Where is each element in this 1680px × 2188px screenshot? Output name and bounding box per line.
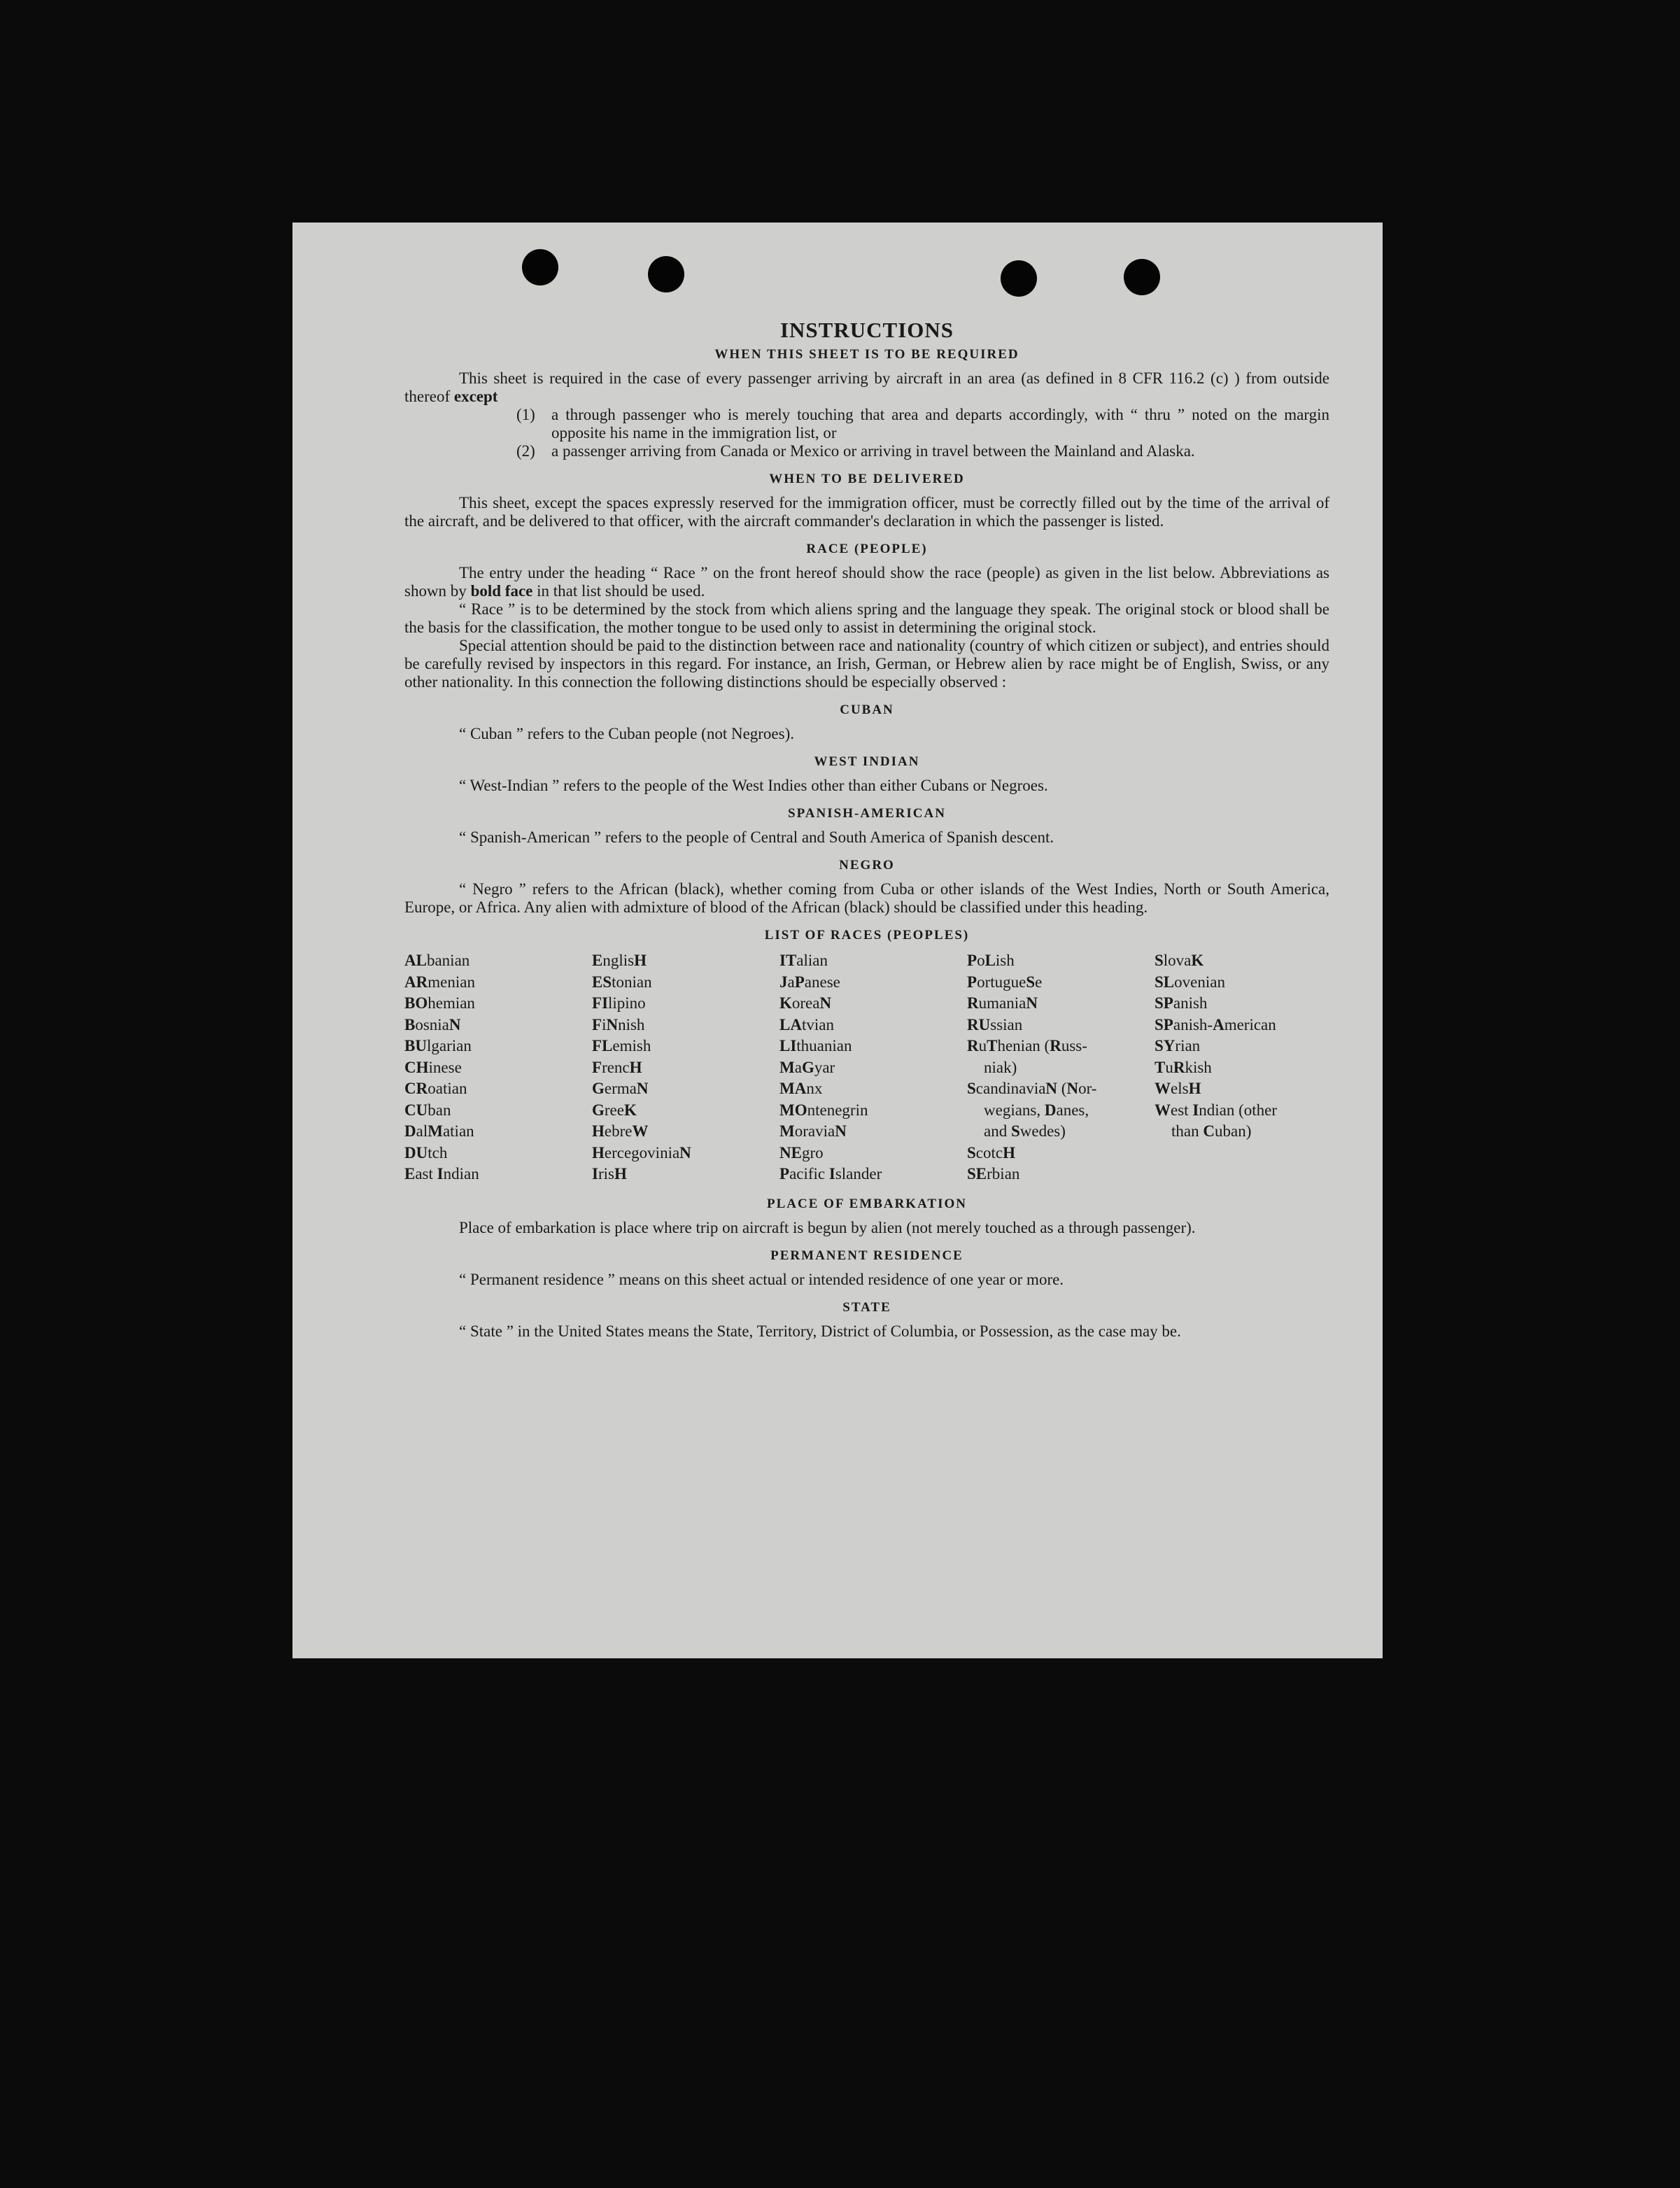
race-entry: ITalian <box>779 952 828 969</box>
race-entry: JaPanese <box>779 973 840 991</box>
race-paragraph-2: “ Race ” is to be determined by the stock from which aliens spring and the language they speak. The original stock or blood shall be the basis for the classification, the mother tongue to be used only to assist in determining the original stock. <box>404 600 1329 636</box>
race-entry: FrencH <box>592 1058 642 1076</box>
race-entry: FIlipino <box>592 994 646 1012</box>
race-entry: KoreaN <box>779 994 832 1012</box>
document-title: INSTRUCTIONS <box>779 318 954 342</box>
exception-item-1: (1) a through passenger who is merely touching that area and departs accordingly, with “ thru ” noted on the margin opposite his name in the immigration list, or <box>516 406 1329 442</box>
race-entry: FLemish <box>592 1037 651 1054</box>
race-entry: SLovenian <box>1155 973 1225 991</box>
race-entry: Pacific Islander <box>779 1165 882 1183</box>
race-entry: GreeK <box>592 1101 637 1119</box>
negro-heading: NEGRO <box>839 858 895 873</box>
list-of-races-heading: LIST OF RACES (PEOPLES) <box>764 928 970 943</box>
race-entry: ScotcH <box>967 1143 1015 1162</box>
race-entry: ALbanian <box>404 952 470 969</box>
race-entry: ScandinaviaN (Nor- <box>967 1080 1097 1097</box>
race-entry: WelsH <box>1155 1080 1201 1097</box>
race-entry: MoraviaN <box>779 1122 847 1140</box>
cuban-text: “ Cuban ” refers to the Cuban people (not Negroes). <box>459 725 795 742</box>
race-entry: CRoatian <box>404 1080 467 1097</box>
race-entry: CHinese <box>404 1058 462 1076</box>
punch-hole-2 <box>648 256 684 292</box>
race-entry: EStonian <box>592 973 652 991</box>
spanish-american-text: “ Spanish-American ” refers to the people of Central and South America of Spanish descent. <box>459 828 1054 846</box>
race-entry: MOntenegrin <box>779 1101 868 1119</box>
race-entry: FiNnish <box>592 1015 645 1033</box>
race-entry: HebreW <box>592 1122 649 1140</box>
state-heading: STATE <box>842 1299 891 1315</box>
when-delivered-text: This sheet, except the spaces expressly reserved for the immigration officer, must be correctly filled out by the time of the arrival of the aircraft, and be delivered to that officer, with the aircraft commander's declaration in which the passenger is listed. <box>404 494 1329 530</box>
race-entry: EnglisH <box>592 952 647 969</box>
race-entry: wegians, Danes, <box>984 1101 1089 1119</box>
race-entry: East Indian <box>404 1165 479 1183</box>
spanish-american-heading: SPANISH-AMERICAN <box>788 806 946 821</box>
residence-text: “ Permanent residence ” means on this sheet actual or intended residence of one year or more. <box>459 1270 1064 1288</box>
race-entry: West Indian (other <box>1155 1101 1278 1119</box>
embarkation-heading: PLACE OF EMBARKATION <box>767 1196 967 1211</box>
race-entry: DUtch <box>404 1143 448 1162</box>
race-entry: SYrian <box>1155 1037 1201 1054</box>
races-table <box>404 950 1329 1185</box>
races-column <box>967 950 1155 1185</box>
race-entry: MAnx <box>779 1080 823 1097</box>
race-entry: than Cuban) <box>1171 1122 1252 1140</box>
race-entry: DalMatian <box>404 1122 474 1140</box>
cuban-heading: CUBAN <box>840 703 894 717</box>
exception-item-2: (2) a passenger arriving from Canada or Mexico or arriving in travel between the Mainland and Alaska. <box>516 442 1195 460</box>
race-entry: BUlgarian <box>404 1037 472 1054</box>
races-column <box>404 950 592 1185</box>
race-heading: RACE (PEOPLE) <box>806 542 928 556</box>
race-entry: and Swedes) <box>984 1122 1066 1140</box>
race-paragraph-3: Special attention should be paid to the distinction between race and nationality (country of which citizen or subject), and entries should be carefully revised by inspectors in this regard. For instance, an Irish, German, or Hebrew alien by race might be of English, Swiss, or any other nationality. In this connection the following distinctions should be especially observed : <box>404 637 1329 691</box>
state-text: “ State ” in the United States means the State, Territory, District of Columbia, or Possession, as the case may be. <box>459 1322 1181 1340</box>
negro-text: “ Negro ” refers to the African (black), whether coming from Cuba or other islands of the West Indies, North or South America, Europe, or Africa. Any alien with admixture of blood of the African (black) should be classified under this heading. <box>404 880 1329 916</box>
west-indian-text: “ West-Indian ” refers to the people of the West Indies other than either Cubans or Negroes. <box>459 777 1048 794</box>
race-entry: TuRkish <box>1155 1058 1212 1076</box>
race-entry: BOhemian <box>404 994 475 1012</box>
race-entry: SErbian <box>967 1165 1020 1183</box>
races-column <box>592 950 779 1185</box>
when-delivered-heading: WHEN TO BE DELIVERED <box>769 472 965 486</box>
west-indian-heading: WEST INDIAN <box>814 754 920 769</box>
race-entry: NEgro <box>779 1143 824 1162</box>
race-paragraph-1: The entry under the heading “ Race ” on the front hereof should show the race (people) as given in the list below. Abbreviations as shown by bold face in that list should be used. <box>404 564 1329 600</box>
race-entry: SPanish <box>1155 994 1208 1012</box>
punch-hole-4 <box>1124 259 1160 295</box>
punch-hole-3 <box>1001 260 1037 297</box>
races-column <box>1155 950 1315 1185</box>
embarkation-text: Place of embarkation is place where trip on aircraft is begun by alien (not merely touched as a through passenger). <box>459 1218 1196 1236</box>
race-entry: RumaniaN <box>967 994 1038 1012</box>
race-entry: IrisH <box>592 1165 627 1183</box>
race-entry: RuThenian (Russ- <box>967 1037 1087 1054</box>
race-entry: LIthuanian <box>779 1037 852 1054</box>
instruction-sheet <box>292 223 1383 1658</box>
race-entry: PortugueSe <box>967 973 1043 991</box>
race-entry: ARmenian <box>404 973 475 991</box>
residence-heading: PERMANENT RESIDENCE <box>770 1248 963 1263</box>
race-entry: RUssian <box>967 1015 1023 1033</box>
race-entry: BosniaN <box>404 1015 461 1033</box>
race-entry: HercegoviniaN <box>592 1143 691 1162</box>
when-required-heading: WHEN THIS SHEET IS TO BE REQUIRED <box>714 347 1019 362</box>
race-entry: PoLish <box>967 952 1015 969</box>
punch-hole-1 <box>522 249 558 285</box>
race-entry: SlovaK <box>1155 952 1204 969</box>
race-entry: CUban <box>404 1101 451 1119</box>
race-entry: GermaN <box>592 1080 649 1097</box>
races-column <box>779 950 967 1185</box>
race-entry: niak) <box>984 1058 1017 1076</box>
when-required-intro: This sheet is required in the case of every passenger arriving by aircraft in an area (as defined in 8 CFR 116.2 (c) ) from outside thereof except <box>404 369 1329 405</box>
race-entry: LAtvian <box>779 1015 834 1033</box>
race-entry: MaGyar <box>779 1058 835 1076</box>
race-entry: SPanish-American <box>1155 1015 1276 1033</box>
